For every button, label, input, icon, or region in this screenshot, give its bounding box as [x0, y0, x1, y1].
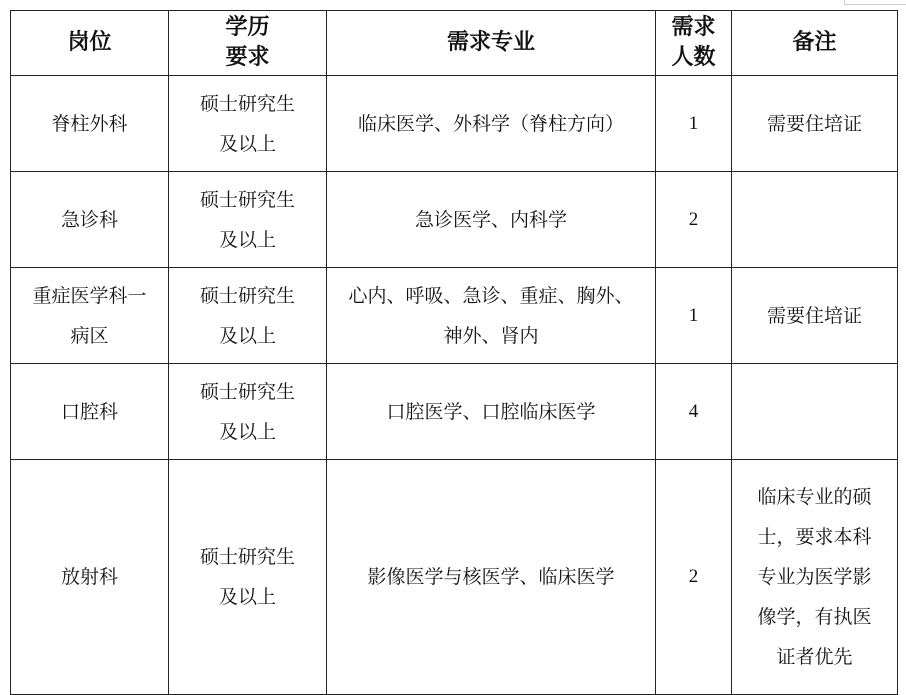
cell-position-text: 急诊科 — [60, 208, 118, 231]
cell-major-text: 口腔医学、口腔临床医学 — [386, 400, 596, 423]
cell-education-text: 硕士研究生 及以上 — [199, 546, 295, 608]
header-count-text: 需求 人数 — [671, 15, 716, 70]
cell-count — [656, 460, 732, 695]
cell-education-text: 硕士研究生 及以上 — [199, 188, 295, 251]
cell-position — [11, 268, 169, 364]
cell-count-text: 1 — [688, 304, 699, 326]
table-row — [11, 172, 898, 268]
cell-remarks-text: 需要住培证 — [766, 304, 862, 327]
cell-count-text: 2 — [688, 208, 699, 230]
table-header-row — [11, 11, 898, 76]
cell-major-text: 临床医学、外科学（脊柱方向） — [357, 112, 624, 135]
table-row — [11, 268, 898, 364]
table-row — [11, 76, 898, 172]
recruitment-table — [10, 10, 898, 695]
header-major-text: 需求专业 — [446, 30, 535, 55]
cell-remarks — [732, 364, 898, 460]
cell-major — [327, 268, 656, 364]
cell-count — [656, 76, 732, 172]
cell-count — [656, 172, 732, 268]
header-position — [11, 11, 169, 76]
cell-education-text: 硕士研究生 及以上 — [199, 284, 295, 347]
cell-education — [169, 172, 327, 268]
cell-major — [327, 172, 656, 268]
cell-position — [11, 460, 169, 695]
header-remarks-text: 备注 — [792, 30, 837, 55]
cell-education-text: 硕士研究生 及以上 — [199, 380, 295, 443]
cell-count-text: 1 — [688, 112, 699, 134]
header-count — [656, 11, 732, 76]
header-education-text: 学历 要求 — [225, 15, 270, 70]
corner-frame-mark — [844, 0, 906, 5]
cell-position-text: 重症医学科一 病区 — [32, 284, 147, 347]
cell-education — [169, 460, 327, 695]
cell-major — [327, 76, 656, 172]
cell-education — [169, 364, 327, 460]
cell-position — [11, 76, 169, 172]
header-position-text: 岗位 — [67, 30, 112, 55]
cell-education — [169, 76, 327, 172]
cell-major-text: 心内、呼吸、急诊、重症、胸外、 神外、肾内 — [348, 284, 634, 347]
table-row — [11, 364, 898, 460]
cell-remarks-text: 需要住培证 — [766, 112, 862, 135]
cell-count — [656, 268, 732, 364]
cell-remarks — [732, 76, 898, 172]
cell-remarks — [732, 460, 898, 695]
cell-education-text: 硕士研究生 及以上 — [199, 92, 295, 155]
header-major — [327, 11, 656, 76]
cell-position — [11, 172, 169, 268]
cell-major-text: 影像医学与核医学、临床医学 — [367, 566, 615, 588]
cell-count-text: 4 — [688, 400, 699, 422]
cell-position-text: 放射科 — [60, 566, 118, 588]
cell-remarks — [732, 172, 898, 268]
cell-major-text: 急诊医学、内科学 — [414, 208, 567, 231]
cell-major — [327, 460, 656, 695]
header-education — [169, 11, 327, 76]
table-row — [11, 460, 898, 695]
cell-position — [11, 364, 169, 460]
cell-position-text: 口腔科 — [60, 400, 118, 423]
cell-education — [169, 268, 327, 364]
header-remarks — [732, 11, 898, 76]
cell-count — [656, 364, 732, 460]
cell-remarks-text: 临床专业的硕 士，要求本科 专业为医学影 像学，有执医 证者优先 — [757, 486, 872, 668]
cell-major — [327, 364, 656, 460]
cell-remarks — [732, 268, 898, 364]
cell-count-text: 2 — [688, 566, 699, 587]
cell-position-text: 脊柱外科 — [51, 112, 128, 135]
